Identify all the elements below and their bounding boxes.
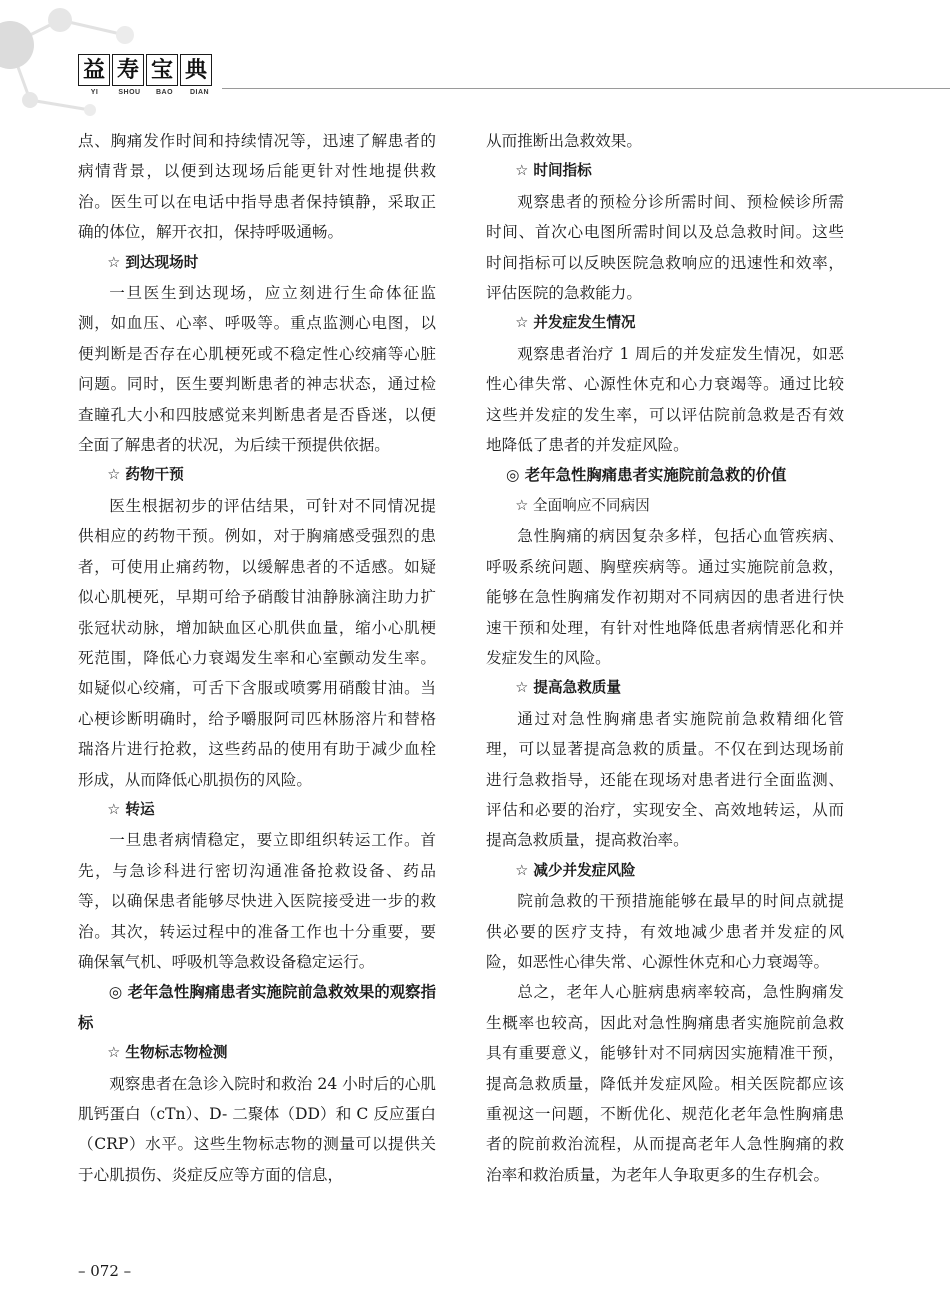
body-paragraph: 总之，老年人心脏病患病率较高，急性胸痛发生概率也较高，因此对急性胸痛患者实施院前急救具有重要意义，能够针对不同病因实施精准干预，提高急救质量，降低并发症风险。相关医院都应该重视这一问题，不断优化、规范化老年急性胸痛患者的院前救治流程，从而提高老年人急性胸痛的救治率和救治质量，为老年人争取更多的生存机会。 <box>486 983 844 1184</box>
body-paragraph: 院前急救的干预措施能够在最早的时间点就提供必要的医疗支持，有效地减少患者并发症的风险，如恶性心律失常、心源性休克和心力衰竭等。 <box>486 892 844 971</box>
body-paragraph: 从而推断出急救效果。 <box>486 132 642 150</box>
header-rule <box>222 88 950 89</box>
body-paragraph: 一旦患者病情稳定，要立即组织转运工作。首先，与急诊科进行密切沟通准备抢救设备、药品等，以确保患者能够尽快进入医院接受进一步的救治。其次，转运过程中的准备工作也十分重要，要确保氧气机、呼吸机等急救设备稳定运行。 <box>78 831 436 971</box>
body-paragraph: 观察患者治疗 1 周后的并发症发生情况，如恶性心律失常、心源性休克和心力衰竭等。通过比较这些并发症的发生率，可以评估院前急救是否有效地降低了患者的并发症风险。 <box>486 344 844 455</box>
logo-pinyin-syllable: YI <box>90 89 99 96</box>
right-column <box>486 126 844 1190</box>
body-paragraph: 通过对急性胸痛患者实施院前急救精细化管理，可以显著提高急救的质量。不仅在到达现场前进行急救指导，还能在现场对患者进行全面监测、评估和必要的治疗，实现安全、高效地转运，从而提高急救质量，提高救治率。 <box>486 709 844 850</box>
subsection-heading: ☆ 时间指标 <box>515 162 592 180</box>
subsection-heading: ☆ 并发症发生情况 <box>515 314 636 332</box>
logo-pinyin-syllable: BAO <box>155 89 174 96</box>
subsection-heading: ☆ 全面响应不同病因 <box>515 496 650 514</box>
subsection-heading: ☆ 减少并发症风险 <box>515 861 636 879</box>
logo-char: 宝 <box>146 54 178 86</box>
logo-char: 益 <box>78 54 110 86</box>
body-paragraph: 医生根据初步的评估结果，可针对不同情况提供相应的药物干预。例如，对于胸痛感受强烈的患者，可使用止痛药物，以缓解患者的不适感。如疑似心肌梗死，早期可给予硝酸甘油静脉滴注助力扩张冠状动脉，增加缺血区心肌供血量，缩小心肌梗死范围，降低心力衰竭发生率和心室颤动发生率。如疑似心绞痛，可舌下含服或喷雾用硝酸甘油。当心梗诊断明确时，给予嚼服阿司匹林肠溶片和替格瑞洛片进行抢救，这些药品的使用有助于减少血栓形成，从而降低心肌损伤的风险。 <box>78 496 436 789</box>
subsection-heading: ☆ 药物干预 <box>107 466 184 484</box>
subsection-heading: ☆ 生物标志物检测 <box>107 1044 228 1062</box>
left-column <box>78 126 436 1190</box>
body-paragraph: 点、胸痛发作时间和持续情况等，迅速了解患者的病情背景，以便到达现场后能更针对性地提供救治。医生可以在电话中指导患者保持镇静，采取正确的体位，解开衣扣，保持呼吸通畅。 <box>78 132 436 242</box>
body-paragraph: 观察患者在急诊入院时和救治 24 小时后的心肌肌钙蛋白（cTn）、D- 二聚体（DD）和 C 反应蛋白（CRP）水平。这些生物标志物的测量可以提供关于心肌损伤、炎症反应等方面的信息， <box>78 1074 436 1184</box>
page-number: – 072 – <box>78 1262 132 1280</box>
journal-logo <box>78 54 216 96</box>
logo-pinyin-syllable: DIAN <box>189 89 210 96</box>
section-heading: ◎ 老年急性胸痛患者实施院前急救效果的观察指标 <box>78 983 436 1032</box>
subsection-heading: ☆ 提高急救质量 <box>515 679 621 697</box>
logo-pinyin-syllable: SHOU <box>118 89 141 96</box>
logo-pinyin <box>78 89 216 96</box>
subsection-heading: ☆ 转运 <box>107 800 155 818</box>
body-paragraph: 一旦医生到达现场，应立刻进行生命体征监测，如血压、心率、呼吸等。重点监测心电图，以便判断是否存在心肌梗死或不稳定性心绞痛等心脏问题。同时，医生要判断患者的神志状态，通过检查瞳孔大小和四肢感觉来判断患者是否昏迷，以便全面了解患者的状况，为后续干预提供依据。 <box>78 284 436 455</box>
body-paragraph: 急性胸痛的病因复杂多样，包括心血管疾病、呼吸系统问题、胸壁疾病等。通过实施院前急救，能够在急性胸痛发作初期对不同病因的患者进行快速干预和处理，有针对性地降低患者病情恶化和并发症发生的风险。 <box>486 527 844 667</box>
subsection-heading: ☆ 到达现场时 <box>107 253 199 271</box>
logo-characters <box>78 54 216 86</box>
logo-char: 寿 <box>112 54 144 86</box>
logo-char: 典 <box>180 54 212 86</box>
body-paragraph: 观察患者的预检分诊所需时间、预检候诊所需时间、首次心电图所需时间以及总急救时间。这些时间指标可以反映医院急救响应的迅速性和效率，评估医院的急救能力。 <box>486 192 844 303</box>
section-heading: ◎ 老年急性胸痛患者实施院前急救的价值 <box>506 466 787 485</box>
